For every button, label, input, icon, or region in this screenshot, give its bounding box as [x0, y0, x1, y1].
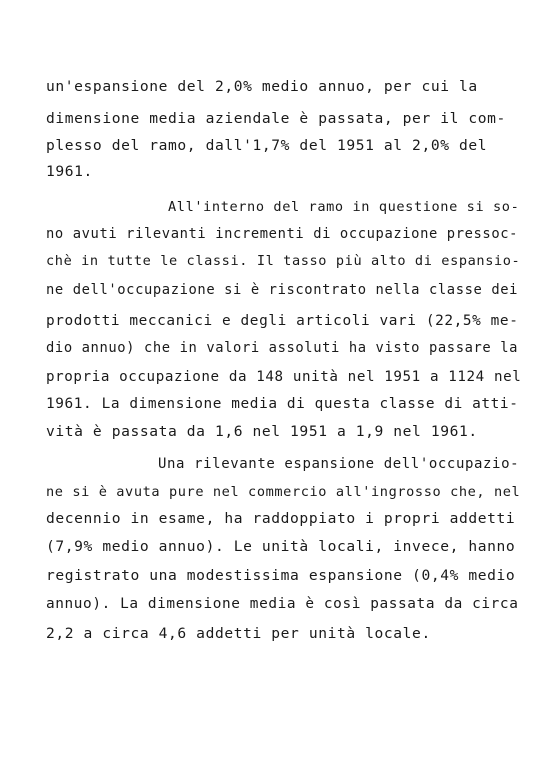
paragraph-start-line: Una rilevante espansione dell'occupazio-: [158, 456, 520, 472]
text-line: propria occupazione da 148 unità nel 1951 a 1124 nel: [46, 369, 522, 385]
text-line: 2,2 a circa 4,6 addetti per unità locale.: [46, 625, 431, 642]
text-line: ne dell'occupazione si è riscontrato nella classe dei: [46, 282, 519, 298]
paragraph-start-line: All'interno del ramo in questione si so-: [168, 199, 520, 215]
text-line: registrato una modestissima espansione (0,4% medio: [46, 567, 516, 584]
text-line: un'espansione del 2,0% medio annuo, per cui la: [46, 78, 478, 95]
text-line: 1961.: [46, 163, 93, 180]
text-line: no avuti rilevanti incrementi di occupazione pressoc-: [46, 226, 519, 242]
text-line: dimensione media aziendale è passata, per il com-: [46, 110, 506, 127]
text-line: plesso del ramo, dall'1,7% del 1951 al 2,0% del: [46, 137, 488, 154]
text-line: (7,9% medio annuo). Le unità locali, invece, hanno: [46, 538, 516, 555]
text-line: ne si è avuta pure nel commercio all'ingrosso che, nel: [46, 484, 521, 500]
text-line: decennio in esame, ha raddoppiato i propri addetti: [46, 510, 516, 527]
text-line: vità è passata da 1,6 nel 1951 a 1,9 nel 1961.: [46, 423, 478, 440]
text-line: chè in tutte le classi. Il tasso più alto di espansio-: [46, 253, 521, 269]
text-line: annuo). La dimensione media è così passata da circa: [46, 596, 519, 612]
text-line: prodotti meccanici e degli articoli vari (22,5% me-: [46, 313, 519, 329]
text-line: dio annuo) che in valori assoluti ha visto passare la: [46, 340, 519, 356]
text-line: 1961. La dimensione media di questa classe di atti-: [46, 396, 519, 412]
